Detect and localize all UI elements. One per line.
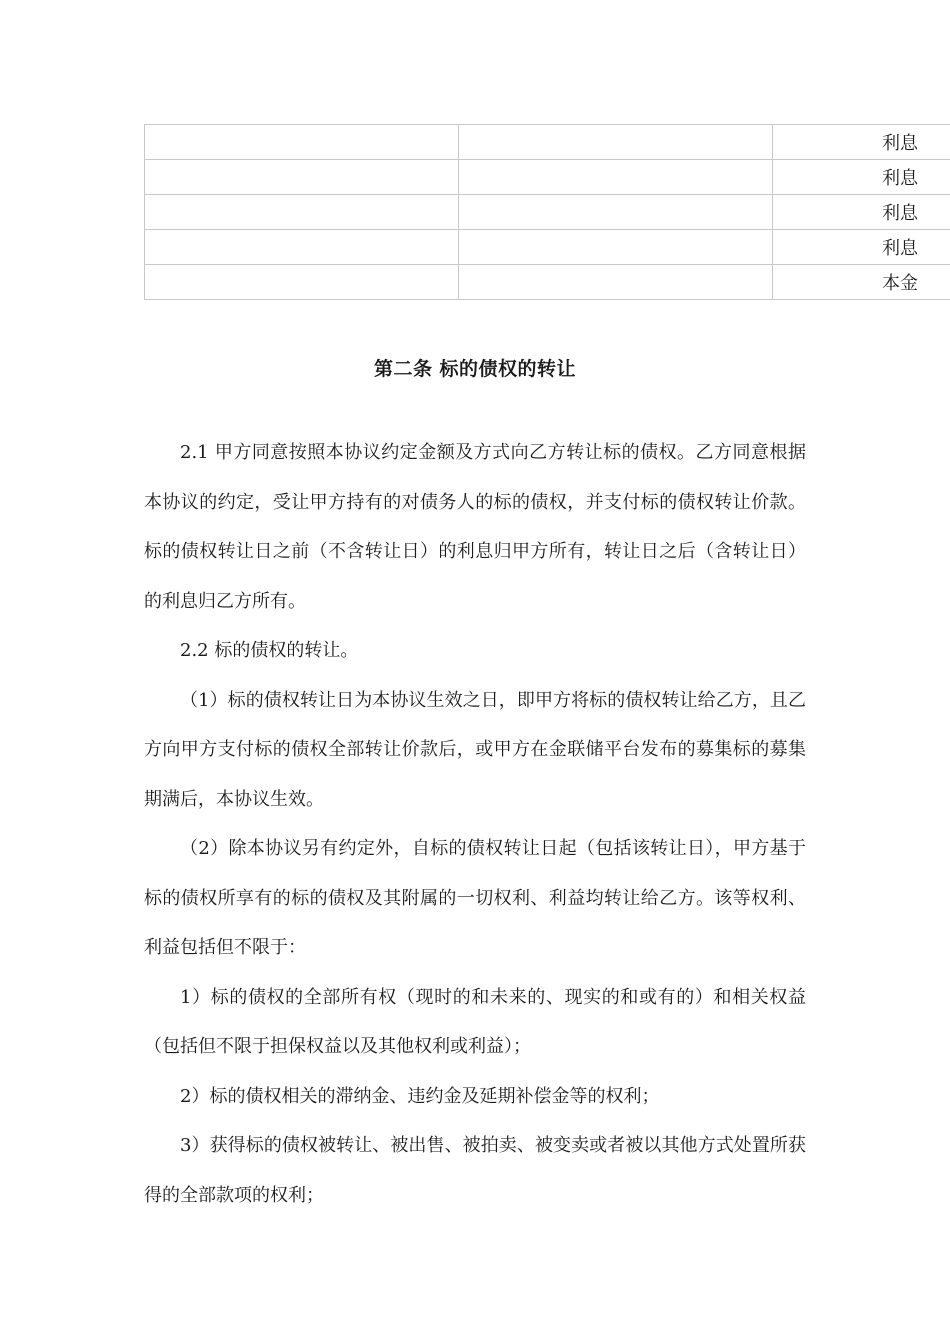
table-cell (145, 230, 459, 265)
table-cell (145, 195, 459, 230)
table-row (145, 125, 950, 160)
table-cell (459, 195, 773, 230)
paragraph-item-1: （1）标的债权转让日为本协议生效之日，即甲方将标的债权转让给乙方，且乙方向甲方支付标的债权全部转让价款后，或甲方在金联储平台发布的募集标的募集期满后，本协议生效。 (144, 689, 806, 810)
table-cell (459, 125, 773, 160)
table-cell (145, 160, 459, 195)
paragraph-subitem-3: 3）获得标的债权被转让、被出售、被拍卖、被变卖或者被以其他方式处置所获得的全部款项的权利； (144, 1135, 806, 1206)
table-cell (459, 230, 773, 265)
table-cell (459, 265, 773, 300)
paragraph-subitem-1: 1）标的债权的全部所有权（现时的和未来的、现实的和或有的）和相关权益（包括但不限于担保权益以及其他权利或利益）； (144, 986, 806, 1057)
paragraph-2-1: 2.1 甲方同意按照本协议约定金额及方式向乙方转让标的债权。乙方同意根据本协议的约定，受让甲方持有的对债务人的标的债权，并支付标的债权转让价款。标的债权转让日之前（不含转让日）的利息归甲方所有，转让日之后（含转让日）的利息归乙方所有。 (144, 442, 806, 612)
table-cell-type: 利息 (773, 195, 950, 230)
table-cell-type: 本金 (773, 265, 950, 300)
table-row (145, 195, 950, 230)
table-cell (459, 160, 773, 195)
table-cell (145, 125, 459, 160)
table-cell-type: 利息 (773, 125, 950, 160)
schedule-table (144, 124, 950, 300)
table-cell-type: 利息 (773, 160, 950, 195)
paragraph-2-2: 2.2 标的债权的转让。 (180, 640, 359, 661)
section-title: 第二条 标的债权的转让 (373, 358, 577, 380)
table-row (145, 265, 950, 300)
table-cell (145, 265, 459, 300)
table-cell-type: 利息 (773, 230, 950, 265)
table-row (145, 230, 950, 265)
paragraph-item-2: （2）除本协议另有约定外，自标的债权转让日起（包括该转让日），甲方基于标的债权所享有的标的债权及其附属的一切权利、利益均转让给乙方。该等权利、利益包括但不限于： (144, 838, 806, 958)
section-body (144, 428, 806, 1220)
table-row (145, 160, 950, 195)
paragraph-subitem-2: 2）标的债权相关的滞纳金、违约金及延期补偿金等的权利； (180, 1085, 660, 1107)
